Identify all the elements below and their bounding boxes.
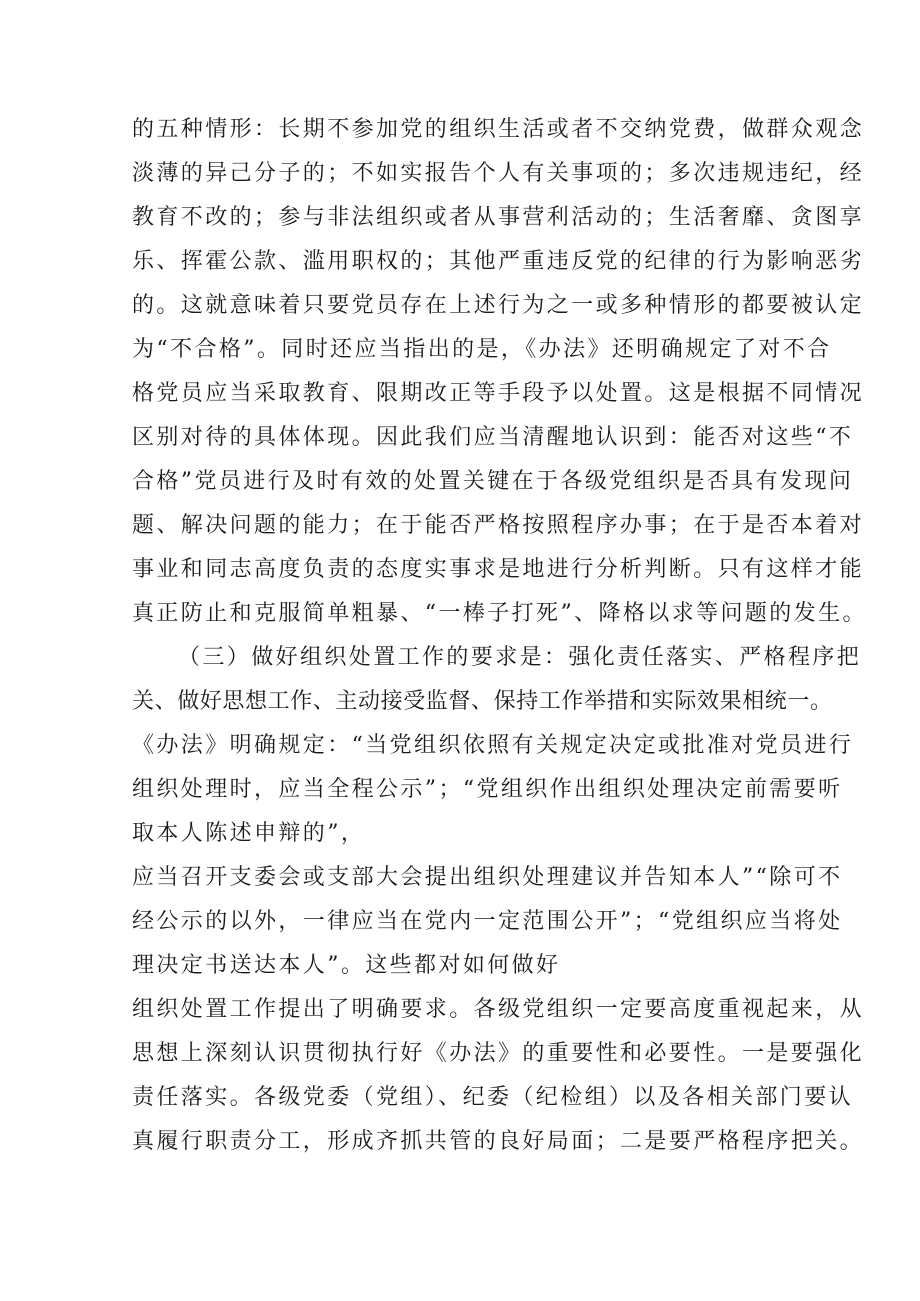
text-line: 组织处置工作提出了明确要求。各级党组织一定要高度重视起来，从 bbox=[132, 997, 865, 1022]
text-line: 题、解决问题的能力；在于能否严格按照程序办事；在于是否本着对 bbox=[132, 513, 865, 538]
text-line: 真正防止和克服简单粗暴、“一棒子打死”、降格以求等问题的发生。 bbox=[132, 601, 867, 626]
text-line: 的。这就意味着只要党员存在上述行为之一或多种情形的都要被认定 bbox=[132, 293, 865, 318]
text-line: 为“不合格”。同时还应当指出的是，《办法》还明确规定了对不合 bbox=[132, 337, 832, 362]
text-line: 真履行职责分工，形成齐抓共管的良好局面；二是要严格程序把关。 bbox=[132, 1129, 865, 1154]
text-line: 应当召开支委会或支部大会提出组织处理建议并告知本人”“除可不 bbox=[132, 865, 843, 890]
text-line: 格党员应当采取教育、限期改正等手段予以处置。这是根据不同情况 bbox=[132, 381, 865, 406]
text-line: 淡薄的异己分子的；不如实报告个人有关事项的；多次违规违纪，经 bbox=[132, 161, 865, 186]
text-line: 关、做好思想工作、主动接受监督、保持工作举措和实际效果相统一。 bbox=[132, 689, 833, 714]
text-line: 合格”党员进行及时有效的处置关键在于各级党组织是否具有发现问 bbox=[132, 469, 854, 494]
text-line: 经公示的以外，一律应当在党内一定范围公开”；“党组织应当将处 bbox=[132, 909, 843, 934]
text-line: 思想上深刻认识贯彻执行好《办法》的重要性和必要性。一是要强化 bbox=[132, 1041, 865, 1066]
text-line: 取本人陈述申辩的”， bbox=[132, 821, 366, 846]
text-line: 区别对待的具体体现。因此我们应当清醒地认识到：能否对这些“不 bbox=[132, 425, 854, 450]
text-line: 乐、挥霍公款、滥用职权的；其他严重违反党的纪律的行为影响恶劣 bbox=[132, 249, 865, 274]
text-line: 事业和同志高度负责的态度实事求是地进行分析判断。只有这样才能 bbox=[132, 557, 865, 582]
text-line: 责任落实。各级党委（党组）、纪委（纪检组）以及各相关部门要认 bbox=[132, 1085, 854, 1110]
text-line: 教育不改的；参与非法组织或者从事营利活动的；生活奢靡、贪图享 bbox=[132, 205, 865, 230]
text-line: 《办法》明确规定：“当党组织依照有关规定决定或批准对党员进行 bbox=[132, 733, 854, 758]
text-line: 的五种情形：长期不参加党的组织生活或者不交纳党费，做群众观念 bbox=[132, 117, 865, 142]
section-heading-line: （三）做好组织处置工作的要求是：强化责任落实、严格程序把 bbox=[178, 645, 862, 670]
text-line: 理决定书送达本人”。这些都对如何做好 bbox=[132, 953, 561, 978]
text-line: 组织处理时，应当全程公示”；“党组织作出组织处理决定前需要听 bbox=[132, 777, 843, 802]
